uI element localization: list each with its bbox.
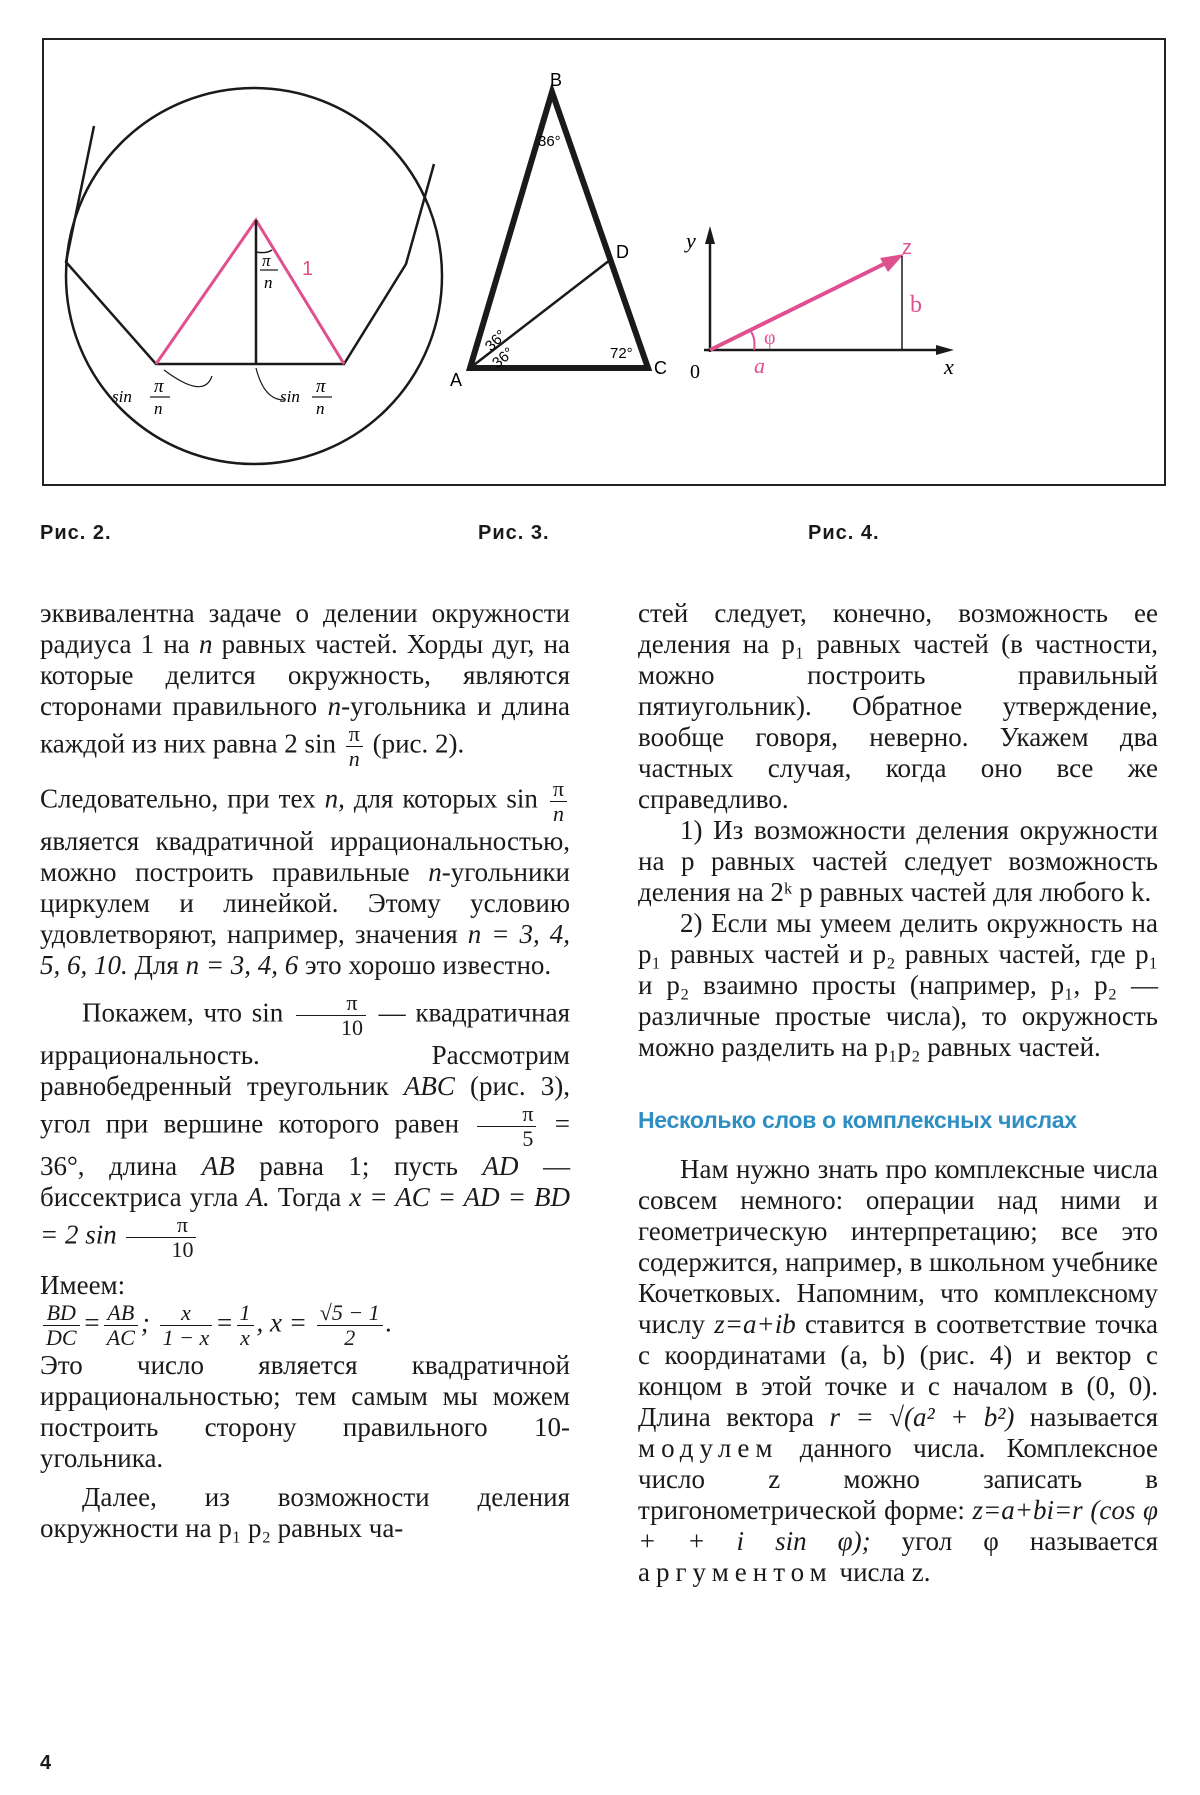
text-span: ставится в соответствие точка с координатами (a, b) (рис. 4) и вектор с концом в этой точке и с началом в (0, 0). Длина вектора — [638, 1309, 1159, 1432]
fig4-origin: 0 — [690, 361, 700, 383]
right-paragraph-1: стей следует, конечно, возможность ее деления на p₁ равных частей (в частности, можно построить правильный пятиугольник). Обратное утверждение, вообще говоря, неверно. Укажем два частных случая, когда оно все же справедливо. — [638, 598, 1158, 814]
text-span: Для — [134, 950, 179, 980]
frac-den: x — [240, 1325, 250, 1350]
text-span: числа z. — [839, 1557, 931, 1587]
text-span: эквивалентна задаче о делении окружности радиуса 1 на — [40, 598, 570, 659]
fig2-pi-label: π — [262, 251, 271, 270]
text-span: AD — [482, 1151, 519, 1181]
frac-den: n — [552, 801, 564, 826]
fig4-label-a: a — [754, 353, 765, 378]
frac-num: π — [126, 1213, 196, 1238]
fig4-label-phi: φ — [764, 327, 776, 349]
frac-num: π — [296, 991, 366, 1016]
fig2-left-leader — [164, 370, 212, 387]
text-span: аргументом — [638, 1557, 833, 1587]
text-span: x = — [270, 1307, 307, 1338]
text-span: — биссектриса угла — [40, 1151, 571, 1212]
frac-num: √5 − 1 — [317, 1301, 383, 1326]
fraction — [43, 1301, 80, 1350]
fig2-circle — [66, 88, 442, 464]
fig2-sin-right-pi: π — [316, 376, 326, 397]
fig4-vector — [710, 264, 884, 350]
frac-den: 10 — [340, 1015, 363, 1040]
fig2-sin-left-pi: π — [154, 376, 164, 397]
fraction — [477, 1102, 536, 1151]
fraction — [104, 1301, 138, 1350]
text-span: z=a+ib — [714, 1309, 796, 1339]
left-paragraph-6: Далее, из возможности деления окружности на p₁ p₂ равных ча- — [40, 1482, 570, 1543]
frac-num: 1 — [237, 1301, 254, 1326]
fig2-n-label: n — [264, 273, 273, 292]
fig2-sin-right-n: n — [316, 399, 325, 418]
text-span: n = 3, 4, 6 — [185, 950, 299, 980]
right-paragraph-4 — [638, 1154, 1158, 1588]
fig3-vertex-c: C — [654, 358, 667, 378]
fig4-axis-x: x — [944, 354, 954, 379]
fig4-label-b: b — [910, 292, 922, 318]
left-paragraph-5: Это число является квадратичной иррациональностью; тем самым мы можем построить сторону правильного 10-угольника. — [40, 1350, 570, 1473]
text-span: x = AC = AD = BD = 2 sin — [40, 1182, 571, 1250]
left-paragraph-4: Имеем: — [40, 1270, 126, 1300]
page-number: 4 — [40, 1752, 52, 1774]
fraction — [160, 1301, 213, 1350]
text-span: n = 3, 4, 5, 6, 10. — [40, 919, 570, 980]
caption-fig3: Рис. 3. — [478, 522, 550, 544]
fig3-vertex-a: A — [450, 370, 463, 390]
text-span: равна 1; пусть — [259, 1151, 458, 1181]
fig2-sin-left: sin — [112, 387, 132, 406]
fraction — [317, 1301, 383, 1350]
caption-fig4: Рис. 4. — [808, 522, 880, 544]
text-span: AB — [201, 1151, 235, 1181]
fig4-vector-head — [880, 254, 904, 272]
left-paragraph-3 — [40, 991, 570, 1262]
frac-num: AB — [104, 1301, 138, 1326]
frac-num: π — [346, 722, 363, 747]
fig3-vertex-d: D — [616, 242, 629, 262]
fig4-point-z: z — [902, 237, 912, 259]
text-span: (рис. 2). — [372, 728, 465, 759]
text-span: r = √(a² + b²) — [829, 1402, 1015, 1432]
text-span: угол φ называется — [901, 1526, 1159, 1556]
fig4-axis-y: y — [686, 228, 696, 253]
frac-num: BD — [43, 1301, 80, 1326]
text-span: — квадратичная иррациональность. Рассмотрим равнобедренный треугольник — [40, 997, 571, 1101]
frac-den: DC — [46, 1325, 77, 1350]
figure-2 — [66, 88, 442, 464]
fraction — [346, 722, 363, 771]
fig3-angle-a1: 36° — [481, 326, 510, 355]
text-span: это хорошо известно. — [305, 950, 552, 980]
text-span: Нам нужно знать про комплексные числа совсем немного: операции над ними и геометрическую интерпретацию; все это содержится, например, в школьном учебнике Кочетковых. Напомним, что комплексному числу — [638, 1154, 1158, 1339]
text-span: называется — [1029, 1402, 1159, 1432]
text-span: -угольника и длина каждой из них равна 2 sin — [40, 691, 570, 759]
frac-num: π — [477, 1102, 536, 1127]
frac-den: n — [348, 746, 360, 771]
caption-fig2: Рис. 2. — [40, 522, 112, 544]
fig3-vertex-b: B — [550, 70, 563, 90]
left-paragraph-1 — [40, 598, 570, 771]
frac-den: AC — [106, 1325, 135, 1350]
frac-num: π — [550, 777, 567, 802]
text-span: равных частей. Хорды дуг, на которые делится окружность, являются сторонами правильного — [40, 629, 571, 721]
figure-4 — [684, 226, 954, 383]
left-column — [40, 598, 570, 1544]
fraction — [237, 1301, 254, 1350]
fraction — [550, 777, 567, 826]
fig4-phi-arc — [750, 330, 755, 350]
text-span: Следовательно, при тех — [40, 783, 316, 814]
frac-den: 2 — [344, 1325, 356, 1350]
text-span: n, — [324, 783, 345, 814]
text-span: является квадратичной иррациональностью, можно построить правильные — [40, 826, 570, 887]
frac-den: 10 — [171, 1237, 194, 1262]
text-span: z=a+bi=r (cos φ + + i sin φ); — [638, 1495, 1158, 1556]
fig2-one-label: 1 — [302, 258, 314, 280]
section-title: Несколько слов о комплексных числах — [638, 1107, 1077, 1133]
text-span: данного числа. Комплексное число z можно записать в тригонометрической форме: — [638, 1433, 1159, 1525]
fig2-sin-right: sin — [280, 387, 300, 406]
fig2-pink-triangle — [156, 220, 344, 364]
text-span: n — [327, 691, 342, 721]
text-span: -угольники циркулем и линейкой. Этому условию удовлетворяют, например, значения — [40, 857, 571, 949]
text-span: n — [198, 629, 213, 659]
text-span: n — [428, 857, 442, 887]
figures-svg — [44, 40, 1168, 488]
text-span: (рис. 3), угол при вершине которого равен — [40, 1071, 570, 1139]
right-column — [638, 598, 1158, 1588]
text-span: = 36°, длина — [40, 1108, 571, 1181]
text-span: для которых sin — [353, 783, 538, 814]
text-span: Тогда — [277, 1182, 342, 1212]
right-paragraph-2: 1) Из возможности деления окружности на p равных частей следует возможность деления на 2ᵏ p равных частей для любого k. — [638, 815, 1158, 907]
frac-num: x — [160, 1301, 213, 1326]
fig2-sin-left-n: n — [154, 399, 163, 418]
fraction — [296, 991, 366, 1040]
text-span: ABC — [403, 1071, 455, 1101]
left-paragraph-2 — [40, 777, 570, 981]
figure-frame — [42, 38, 1166, 486]
text-span: модулем — [638, 1433, 779, 1463]
fig3-angle-b: 36° — [538, 133, 561, 150]
fraction — [126, 1213, 196, 1262]
fig3-angle-c: 72° — [610, 345, 633, 362]
formula-ratio: $\frac{BD}{DC}$ = $\frac{AB}{AC}$ ; $\frac{x}{1 - x}$ = $\frac{1}{x}$ , x = $\frac{√5 - 1}{2}$ . — [40, 1301, 570, 1350]
frac-den: 1 − x — [162, 1325, 210, 1350]
fig3-angle-a2: 36° — [489, 344, 518, 372]
right-paragraph-3: 2) Если мы умеем делить окружность на p₁ равных частей и p₂ равных частей, где p₁ и p₂ взаимно просты (например, p₁, p₂ — различные простые числа), то окружность можно разделить на p₁p₂ равных частей. — [638, 908, 1158, 1062]
text-span: A. — [246, 1182, 270, 1212]
fig4-y-arrow — [705, 226, 715, 244]
fig2-polygon — [66, 126, 434, 364]
text-span: Покажем, что sin — [82, 997, 284, 1028]
figure-3 — [450, 70, 667, 390]
frac-den: 5 — [522, 1126, 534, 1151]
